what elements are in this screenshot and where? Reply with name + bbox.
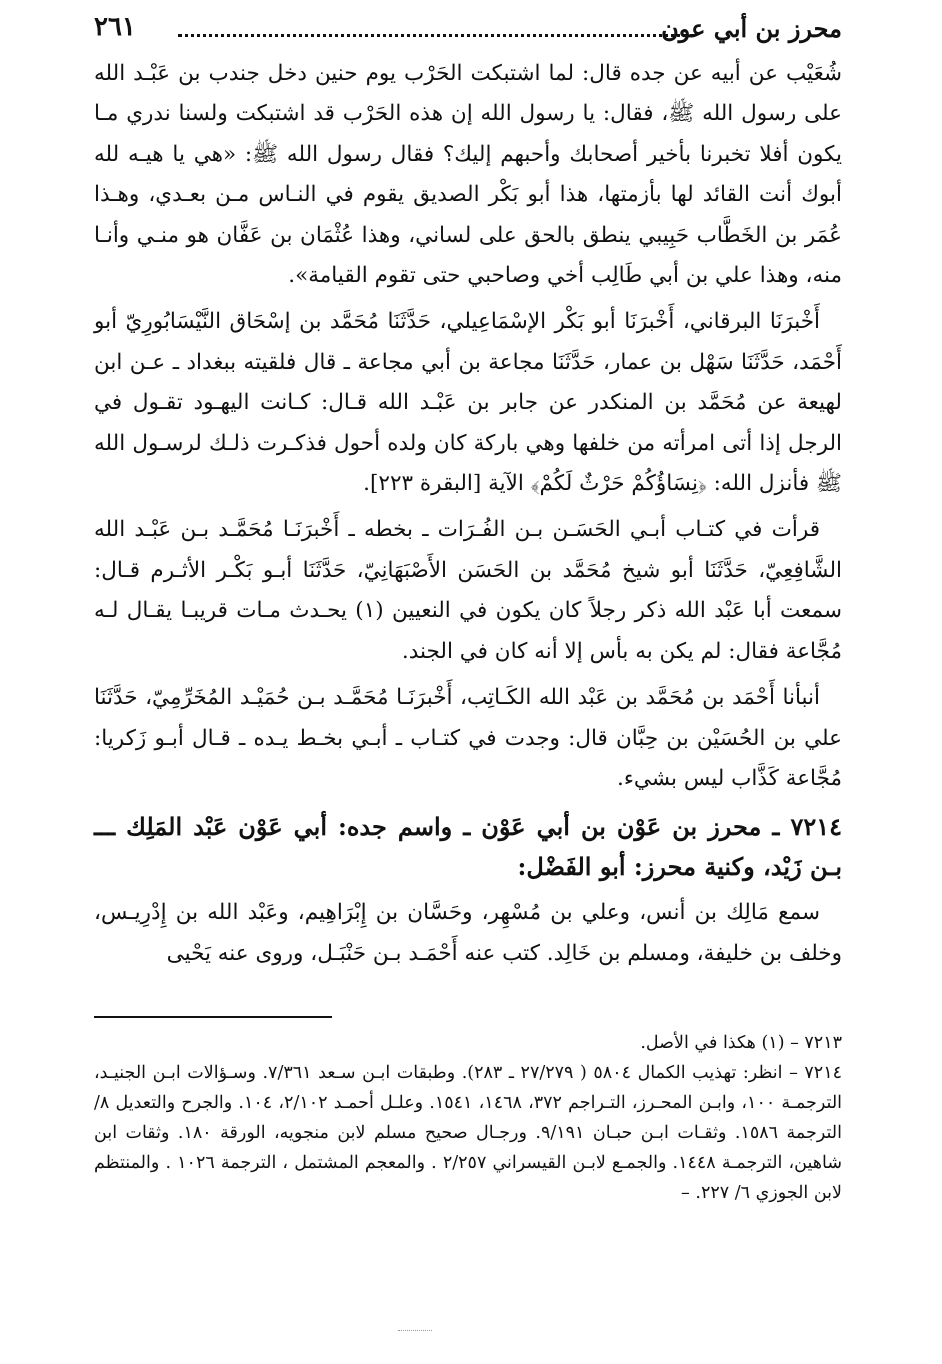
footnote-separator <box>94 1016 332 1018</box>
paragraph: أنبأنا أَحْمَد بن مُحَمَّد بن عَبْد الله الكَـاتِب، أَخْبرَنَـا مُحَمَّـد بـن حُمَيْـد المُخَرِّمِيّ، حَدَّثَنَا علي بن الحُسَيْن بن حِبَّان قال: وجدت في كتـاب ـ أبـي بخـط يـده ـ قـال أبـو زَكريا: مُجَّاعة كَذَّاب ليس بشيء. <box>94 685 842 791</box>
page-bottom-mark <box>398 1330 432 1331</box>
footnote: ٧٢١٤ – انظر: تهذيب الكمال ٥٨٠٤ ( ٢٧/٢٧٩ ـ ٢٨٣). وطبقات ابـن سـعد ٧/٣٦١. وسـؤالات ابـن الجنيـد، الترجمـة ١٠٠، وابـن المحـرز، التـراجم ٣٧٢، ١٤٦٨، ١٥٤١. وعلـل أحمـد ٢/١٠٢، ١٠٤. والجرح والتعديل ٨/ الترجمة ١٥٨٦. وثقـات ابـن حبـان ٩/١٩١. ورجـال صحيح مسلم لابن منجويه، الورقة ١٨٠. وثقات ابن شاهين، الترجمـة ١٤٤٨. والجمـع لابـن القيسراني ٢/٢٥٧ . والمعجم المشتمل ، الترجمة ١٠٢٦ . والمنتظم لابن الجوزي ٦/ ٢٢٧. – <box>94 1063 843 1204</box>
book-page <box>94 10 842 1208</box>
footnote: ٧٢١٣ – (١) هكذا في الأصل. <box>640 1033 842 1054</box>
page-number: ٢٦١ <box>94 12 136 42</box>
running-title: محرز بن أبي عون <box>661 14 842 43</box>
header-dot-leader <box>178 34 694 37</box>
paragraph: أَخْبرَنَا البرقاني، أَخْبرَنَا أبو بَكْر الإسْمَاعِيلي، حَدَّثَنَا مُحَمَّد بن إسْحَاق النَّيْسَابُورِيّ أبو أَحْمَد، حَدَّثَنَا سَهْل بن عمار، حَدَّثَنَا مجاعة بن أبي مجاعة ـ قال فلقيته ببغداد ـ عـن ابن لهيعة عن مُحَمَّد بن المنكدر عن جابر بن عَبْـد الله قـال: كـانت اليهـود تقـول في الرجل إذا أتى امرأته من خلفها وهي باركة كان ولده أحول فذكـرت ذلـك لرسـول الله ﷺ فأنزل الله: ﴿نِسَاؤُكُمْ حَرْثٌ لَكُمْ﴾ الآية [البقرة ٢٢٣]. <box>94 309 842 497</box>
paragraph: سمع مَالِك بن أنس، وعلي بن مُسْهِر، وحَسَّان بن إِبْرَاهِيم، وعَبْد الله بن إِدْرِيـس، وخلف بن خليفة، ومسلم بن خَالِد. كتب عنه أَحْمَـد بـن حَنْبَـل، وروى عنه يَحْيى <box>94 900 842 966</box>
page-body <box>94 54 842 974</box>
entry-heading: ٧٢١٤ ـ محرز بن عَوْن بن أبي عَوْن ـ واسم جده: أبي عَوْن عَبْد المَلِك ـــ بـن زَيْد، وكنية محرز: أبو الفَضْل: <box>94 812 842 882</box>
paragraph: قرأت في كتـاب أبـي الحَسَـن بـن الفُـرَات ـ بخطه ـ أَخْبرَنَـا مُحَمَّـد بـن عَبْـد الله الشَّافِعِيّ، حَدَّثَنَا أبو شيخ مُحَمَّد بن الحَسَن الأَصْبَهَانِيّ، حَدَّثَنَا أبـو بَكْـر الأثـرم قـال: سمعت أبا عَبْد الله ذكر رجلاً كان يكون في النعيين (١) يحـدث مـات قريبـا يقـال لـه مُجَّاعة فقال: لم يكن به بأس إلا أنه كان في الجند. <box>94 517 842 664</box>
footnotes <box>94 1028 842 1208</box>
page-header <box>94 10 842 50</box>
paragraph: شُعَيْب عن أبيه عن جده قال: لما اشتبكت الحَرْب يوم حنين دخل جندب بن عَبْـد الله على رسول الله ﷺ، فقال: يا رسول الله إن هذه الحَرْب قد اشتبكت ولسنا ندري مـا يكون أفلا تخبرنا بأخير أصحابك وأحبهم إليك؟ فقال رسول الله ﷺ: «هي يا هيـه لله أبوك أنت القائد لها بأزمتها، هذا أبو بَكْر الصديق يقوم في النـاس مـن بعـدي، وهـذا عُمَر بن الخَطَّاب حَبِيبي ينطق بالحق على لساني، وهذا عُثْمَان بن عَفَّان هو منـي وأنـا منه، وهذا علي بن أبي طَالِب أخي وصاحبي حتى تقوم القيامة». <box>94 61 842 289</box>
